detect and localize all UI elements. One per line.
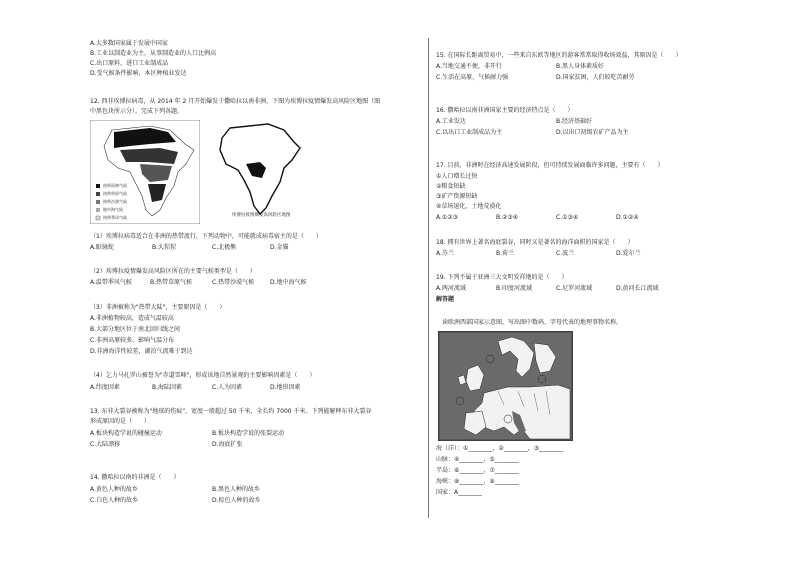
q12-sub1-opt-b: B.大猩猩 (152, 244, 177, 251)
q17-item-1: ①人口增长过快 (436, 173, 478, 180)
q17-opt-d: D.①②④ (616, 214, 639, 221)
q12-sub1-opt-a: A.眼镜蛇 (90, 244, 114, 251)
q19-opt-d: D.黄河长江流域 (616, 285, 659, 292)
q16-opt-a: A.工业发达 (436, 118, 466, 125)
q15-opt-b: B.黑人身体素质好 (556, 63, 605, 70)
q13-opt-d: D.海底扩张 (212, 441, 243, 448)
q20-fill-mountain: 山脉：④________，⑤________ (436, 456, 519, 463)
q12-sub3-opt-d: D.非洲海洋性较差，湖泊气流难于到达 (90, 348, 193, 355)
q17-opt-a: A.①②③ (436, 214, 459, 221)
q13-opt-b: B.板块构造学说的张裂运动 (212, 430, 285, 437)
q12-sub3-opt-c: C.非洲高原较多，影响气温分布 (90, 337, 175, 344)
legend-item-3: 热带沙漠气候 (103, 199, 127, 204)
q19-opt-b: B.印度河流域 (496, 285, 533, 292)
q16-opt-d: D.以出口初级农矿产品为主 (556, 129, 629, 136)
q20-stem: 读欧洲西部国家示意图，写出图中数码、字母代表的地理事物名称。 (442, 319, 623, 326)
map-caption: 埃博拉疫情爆发高风险区地图 (232, 213, 291, 218)
q12-sub3-opt-b: B.大部分地区位于南北回归线之间 (90, 326, 181, 333)
q20-fill-strait: 海峡：⑧________，⑨________ (436, 478, 519, 485)
option-c: C.出口原料，进口工业制成品 (90, 60, 169, 67)
q16-opt-c: C.以出口工业制成品为主 (436, 129, 503, 136)
q17-item-2: ②粮食短缺 (436, 183, 466, 190)
legend-item-2: 热带草原气候 (103, 191, 127, 196)
q13-opt-c: C.大陆漂移 (90, 441, 121, 448)
q12-sub2-opt-b: B.热带草原气候 (150, 279, 193, 286)
q15-opt-c: C.生活在高原，气候耐力强 (436, 74, 509, 81)
legend-item-1: 热带雨林气候 (103, 183, 127, 188)
q12-sub4-opt-a: A.纬度因素 (90, 384, 120, 391)
q12-sub4-opt-d: D.地形因素 (270, 384, 301, 391)
q16-opt-b: B.经济基础好 (556, 118, 593, 125)
q20-fill-sea: 海（洋）：①________，②________，③________ (436, 445, 564, 452)
q17-opt-b: B.②③④ (496, 214, 519, 221)
q18-stem: 18. 拥有世界上著名海底裂谷，同时又是著名的海洋面积的国家是（ ） (436, 239, 634, 246)
q12-sub1: （1）埃博拉病毒适合在非洲的热带流行，下列动物中，可能就成病毒宿主的是（ ） (90, 233, 322, 240)
q12-sub1-opt-d: D.金猫 (270, 244, 289, 251)
western-europe-map (438, 331, 573, 441)
q12-sub2-opt-a: A.温带季风气候 (90, 279, 132, 286)
q18-opt-d: D.爱尔兰 (616, 250, 641, 257)
section-title: 解答题 (436, 296, 455, 303)
option-b: B.工业以制造业为主，从事制造业的人口比例高 (90, 50, 217, 57)
option-d: D.受气候条件影响，本区种植业发达 (90, 70, 187, 77)
q12-sub2: （2）埃博拉疫情爆发高风险区所在的主要气候类型是（ ） (90, 268, 256, 275)
q12-stem-line1: 12. 西非埃博拉病毒，从 2014 年 2 月开始爆发于撒哈拉以南非洲，下图为埃博拉疫情爆发高风险区地图（图 (90, 98, 381, 105)
q14-opt-c: C.白色人种的故乡 (90, 497, 139, 504)
legend-item-5: 热带季风气候 (103, 215, 127, 220)
q19-opt-a: A.两河流域 (436, 285, 466, 292)
q15-stem: 15. 在国际长距离贸易中，一些来自东欧等地区的游客常常取得收场效益，其原因是（ ） (436, 52, 682, 59)
q17-item-4: ④草场退化，土地荒漠化 (436, 203, 502, 210)
option-a: A.大多数国家属于发展中国家 (90, 40, 168, 47)
q14-opt-d: D.棕色人种的故乡 (212, 497, 261, 504)
q13-stem-line1: 13. 东非大裂谷被称为"地球的伤痕"，宽度一般超过 50 千米，全长约 7000 千米。下列能解释东非大裂谷 (90, 408, 372, 415)
q12-sub2-opt-c: C.热带沙漠气候 (212, 279, 255, 286)
q12-sub2-opt-d: D.地中海气候 (270, 279, 307, 286)
q20-fill-peninsula: 半岛：⑥________，⑦________ (436, 467, 519, 474)
q12-sub1-opt-c: C.北极熊 (212, 244, 237, 251)
q18-opt-a: A.芬兰 (436, 250, 454, 257)
q17-item-3: ③矿产资源短缺 (436, 193, 478, 200)
q17-stem: 17. 目前，非洲时在经济高速发展阶段，但可持续发展面临许多问题，主要有（ ） (436, 162, 664, 169)
q18-opt-b: B.荷兰 (496, 250, 515, 257)
column-divider (428, 38, 429, 518)
q13-stem-line2: 形成原因的是（ ） (90, 418, 151, 425)
q12-sub4-opt-b: B.海陆因素 (152, 384, 183, 391)
q14-opt-a: A.黄色人种的故乡 (90, 486, 138, 493)
q14-opt-b: B.黑色人种的故乡 (212, 486, 261, 493)
q12-sub3: （3）非洲被称为"热带大陆"，主要原因是（ ） (90, 304, 226, 311)
q17-opt-c: C.①③④ (556, 214, 579, 221)
q15-opt-d: D.国家贫困，人们较吃苦耐劳 (556, 74, 635, 81)
q12-sub4: （4）乞力马扎罗山被誉为"赤道雪峰"，形成该地自然景观的主要影响因素是（ ） (90, 372, 316, 379)
q20-fill-country: 国家：A________ (436, 489, 483, 496)
q12-sub3-opt-a: A.非洲植物较高，造成气温较高 (90, 315, 174, 322)
q19-stem: 19. 下列不属于亚洲三大文明发祥地的是（ ） (436, 274, 568, 281)
q16-stem: 16. 撒哈拉以南非洲国家主要的经济特点是（ ） (436, 107, 574, 114)
ebola-risk-map (210, 120, 306, 220)
q18-opt-c: C.波兰 (556, 250, 575, 257)
q19-opt-c: C.尼罗河流域 (556, 285, 593, 292)
legend-item-4: 地中海气候 (103, 207, 123, 212)
q15-opt-a: A.当地交通不便，非开行 (436, 63, 502, 70)
q12-stem-line2: 中黑色块所示分）。完成下列各题。 (90, 108, 184, 115)
q12-sub4-opt-c: C.人为因素 (212, 384, 243, 391)
q14-stem: 14. 撒哈拉以南的非洲是（ ） (90, 474, 180, 481)
q13-opt-a: A.板块构造学说的碰撞运动 (90, 430, 162, 437)
